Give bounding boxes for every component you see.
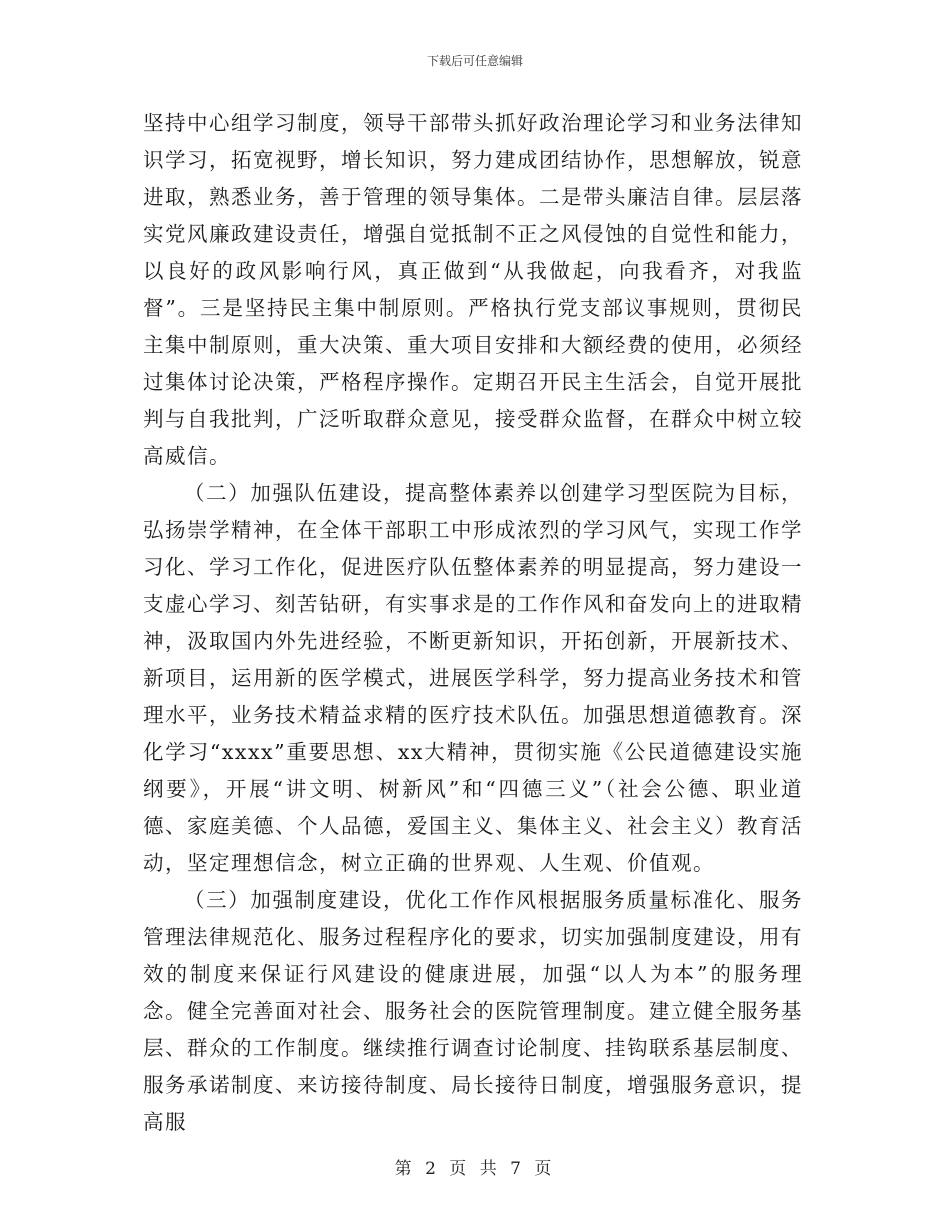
paragraph-1: 坚持中心组学习制度，领导干部带头抓好政治理论学习和业务法律知识学习，拓宽视野，增长知识，努力建成团结协作，思想解放，锐意进取，熟悉业务，善于管理的领导集体。二是带头廉洁自律。层层落实党风廉政建设责任，增强自觉抵制不正之风侵蚀的自觉性和能力，以良好的政风影响行风，真正做到“从我做起，向我看齐，对我监督”。三是坚持民主集中制原则。严格执行党支部议事规则，贯彻民主集中制原则，重大决策、重大项目安排和大额经费的使用，必须经过集体讨论决策，严格程序操作。定期召开民主生活会，自觉开展批判与自我批判，广泛听取群众意见，接受群众监督，在群众中树立较高威信。 bbox=[143, 111, 803, 468]
page-number-footer: 第 2 页 共 7 页 bbox=[394, 1159, 556, 1179]
paragraph-3: （三）加强制度建设，优化工作作风根据服务质量标准化、服务管理法律规范化、服务过程程序化的要求，切实加强制度建设，用有效的制度来保证行风建设的健康进展，加强“以人为本”的服务理念。健全完善面对社会、服务社会的医院管理制度。建立健全服务基层、群众的工作制度。继续推行调查讨论制度、挂钩联系基层制度、服务承诺制度、来访接待制度、局长接待日制度，增强服务意识，提高服 bbox=[143, 888, 803, 1134]
page-header: 下载后可任意编辑 bbox=[426, 54, 523, 68]
document-body bbox=[143, 105, 803, 1141]
paragraph-2: （二）加强队伍建设，提高整体素养以创建学习型医院为目标，弘扬崇学精神，在全体干部职工中形成浓烈的学习风气，实现工作学习化、学习工作化，促进医疗队伍整体素养的明显提高，努力建设一支虚心学习、刻苦钻研，有实事求是的工作作风和奋发向上的进取精神，汲取国内外先进经验，不断更新知识，开拓创新，开展新技术、新项目，运用新的医学模式，进展医学科学，努力提高业务技术和管理水平，业务技术精益求精的医疗技术队伍。加强思想道德教育。深化学习“xxxx”重要思想、xx大精神，贯彻实施《公民道德建设实施纲要》，开展“讲文明、树新风”和“四德三义”（社会公德、职业道德、家庭美德、个人品德，爱国主义、集体主义、社会主义）教育活动，坚定理想信念，树立正确的世界观、人生观、价值观。 bbox=[143, 481, 803, 875]
